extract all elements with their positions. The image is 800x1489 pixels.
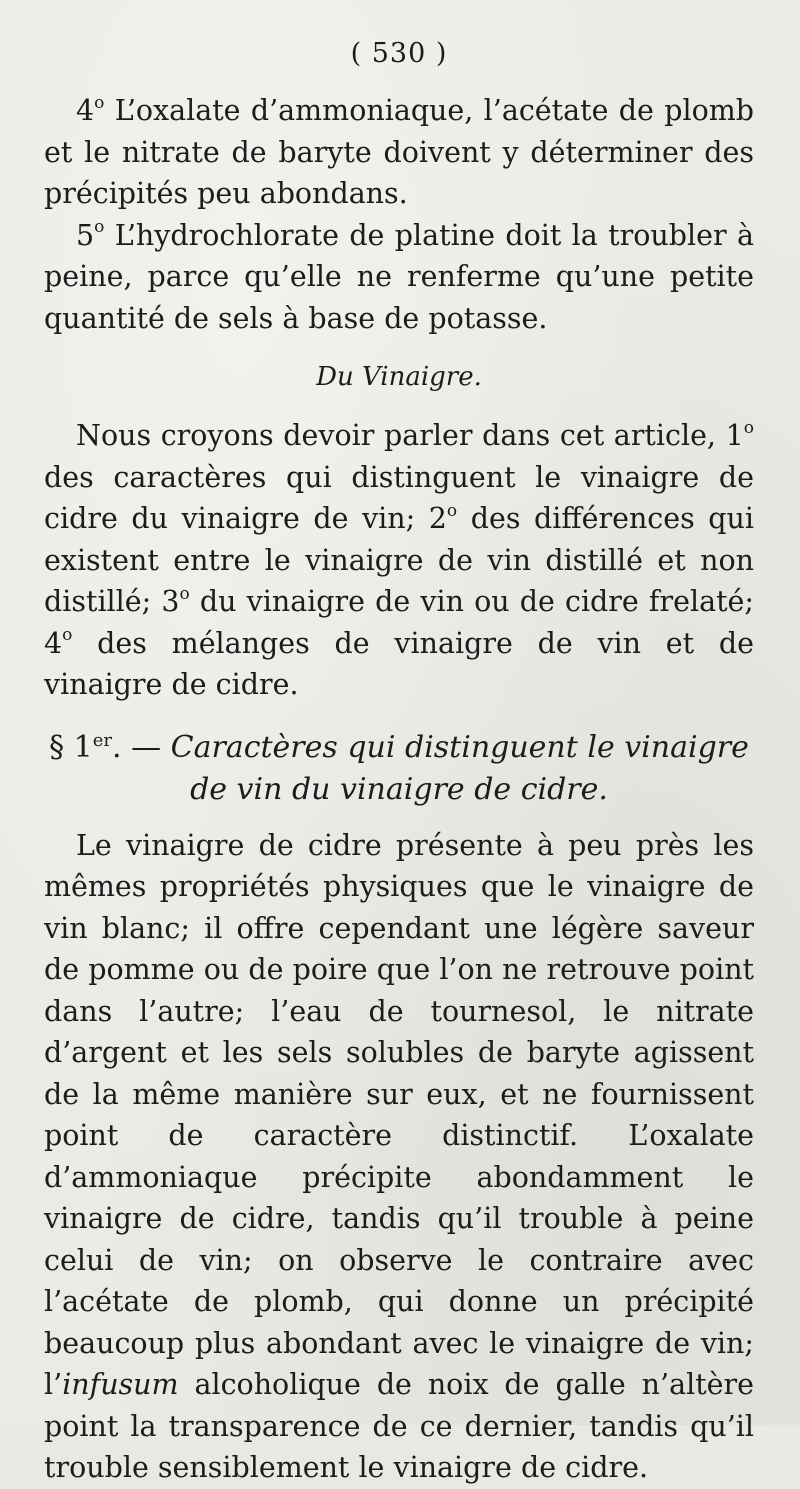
ordinal-sup: o <box>446 500 458 521</box>
item-number: 4 <box>76 94 95 127</box>
section-title: Caractères qui distinguent le vinaigre de vin du vinaigre de cidre. <box>170 729 749 807</box>
item-number-sup: o <box>94 217 105 237</box>
body-italic-word: infusum <box>62 1368 179 1401</box>
intro-text: du vinaigre de vin ou de cidre frelaté; 4 <box>44 585 754 660</box>
intro-text: Nous croyons devoir parler dans cet article, 1 <box>76 419 744 452</box>
section-heading <box>44 720 754 811</box>
paragraph-item-4 <box>44 90 754 215</box>
body-text: Le vinaigre de cidre présente à peu près les mêmes propriétés physiques que le vinaigre de vin blanc; il offre cependant une légère saveur de pomme ou de poire que l’on ne retrouve point dans l’autre; l’eau de tournesol, le nitrate d’argent et les sels solubles de baryte agissent de la même manière sur eux, et ne fournissent point de caractère distinctif. L’oxalate d’ammoniaque précipite abondamment le vinaigre de cidre, tandis qu’il trouble à peine celui de vin; on observe le contraire avec l’acétate de plomb, qui donne un précipité beaucoup plus abondant avec le vinaigre de vin; l’ <box>44 828 754 1401</box>
intro-text: des caractères qui distinguent le vinaigre de cidre du vinaigre de vin; 2 <box>44 460 754 535</box>
body-paragraph <box>44 825 754 1489</box>
section-number-sup: er <box>92 729 113 751</box>
section-dash: . — <box>112 729 171 765</box>
page-number: ( 530 ) <box>350 38 448 69</box>
item-number: 5 <box>76 218 95 252</box>
intro-text: des différences qui existent entre le vinaigre de vin distillé et non distillé; 3 <box>44 502 754 618</box>
paragraph-item-5 <box>44 215 754 340</box>
ordinal-sup: o <box>62 625 73 645</box>
item-text: L’hydrochlorate de platine doit la troubler à peine, parce qu’elle ne renferme qu’une petite quantité de sels à base de potasse. <box>44 218 754 335</box>
intro-text: des mélanges de vinaigre de vin et de vinaigre de cidre. <box>44 626 754 701</box>
ordinal-sup: o <box>179 583 190 604</box>
subheading: Du Vinaigre. <box>316 362 482 392</box>
intro-paragraph <box>44 415 754 706</box>
ordinal-sup: o <box>743 417 754 438</box>
item-text: L’oxalate d’ammoniaque, l’acétate de plomb et le nitrate de baryte doivent y déterminer des précipités peu abondans. <box>44 94 754 210</box>
item-number-sup: o <box>94 92 105 113</box>
body-text: alcoholique de noix de galle n’altère point la transparence de ce dernier, tandis qu’il trouble sensiblement le vinaigre de cidre. <box>44 1368 754 1484</box>
section-number: § 1 <box>49 729 93 765</box>
